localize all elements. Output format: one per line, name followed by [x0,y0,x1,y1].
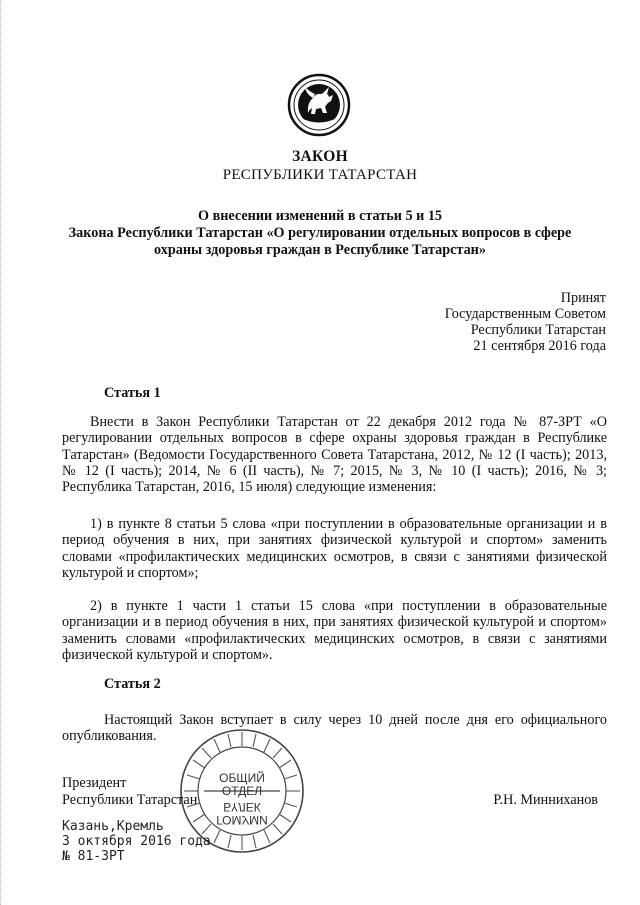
signatory-name: Р.Н. Минниханов [493,792,598,808]
article-1-intro: Внести в Закон Республики Татарстан от 22 декабря 2012 года № 87-ЗРТ «О регулировании отдельных вопросов в сфере охраны здоровья граждан в Республике Татарстан» (Ведомости Государственного Совета Татарстана, 2012, № 12 (I часть); 2013, № 12 (I часть); 2014, № 6 (II часть), № 7; 2015, № 3, № 10 (I часть); 2016, № 3; Республика Татарстан, 2016, 15 июля) следующие изменения: [62,414,607,496]
subject-line-3: охраны здоровья граждан в Республике Татарстан» [154,242,486,258]
scan-edge [0,0,4,905]
stamp-mirror-line-1: ГОМУМИ [216,813,268,827]
coat-of-arms-icon [287,73,351,137]
stamp-mirror-text [206,800,278,826]
doc-type: ЗАКОН [292,148,348,165]
adoption-line-3: Республики Татарстан [470,322,606,338]
place: Казань,Кремль [62,819,164,834]
article-2-text: Настоящий Закон вступает в силу через 10 дней после дня его официального опубликования. [62,712,607,745]
republic-title: РЕСПУБЛИКИ ТАТАРСТАН [222,167,418,183]
article-2-heading: Статья 2 [104,676,161,692]
article-1-item-2: 2) в пункте 1 части 1 статьи 15 слова «при поступлении в образовательные организации и в период обучения в них, при занятиях физической культурой и спортом» заменить словами «профилактических медицинских осмотров, в связи с занятиями физической культурой и спортом». [62,598,607,663]
subject-line-2: Закона Республики Татарстан «О регулировании отдельных вопросов в сфере [68,225,572,241]
adoption-line-2: Государственным Советом [444,306,606,322]
stamp-text [206,772,278,798]
signatory-title-2: Республики Татарстан [62,792,198,808]
sign-date: 3 октября 2016 года [62,834,211,849]
adoption-line-1: Принят [560,290,606,306]
subject-line-1: О внесении изменений в статьи 5 и 15 [197,208,443,224]
stamp-line-1: ОБЩИЙ [219,771,265,785]
adoption-date: 21 сентября 2016 года [473,338,606,354]
law-number: № 81-ЗРТ [62,849,125,864]
stamp-line-2: ОТДЕЛ [221,784,263,798]
article-1-heading: Статья 1 [104,385,161,401]
signatory-title-1: Президент [62,775,127,791]
article-1-item-1: 1) в пункте 8 статьи 5 слова «при поступлении в образовательные организации и в период обучения в них, при занятиях физической культурой и спортом» заменить словами «профилактических медицинских осмотров, в связи с занятиями физической культурой и спортом»; [62,516,607,581]
stamp-mirror-line-2: БҮЛЕК [223,800,261,814]
